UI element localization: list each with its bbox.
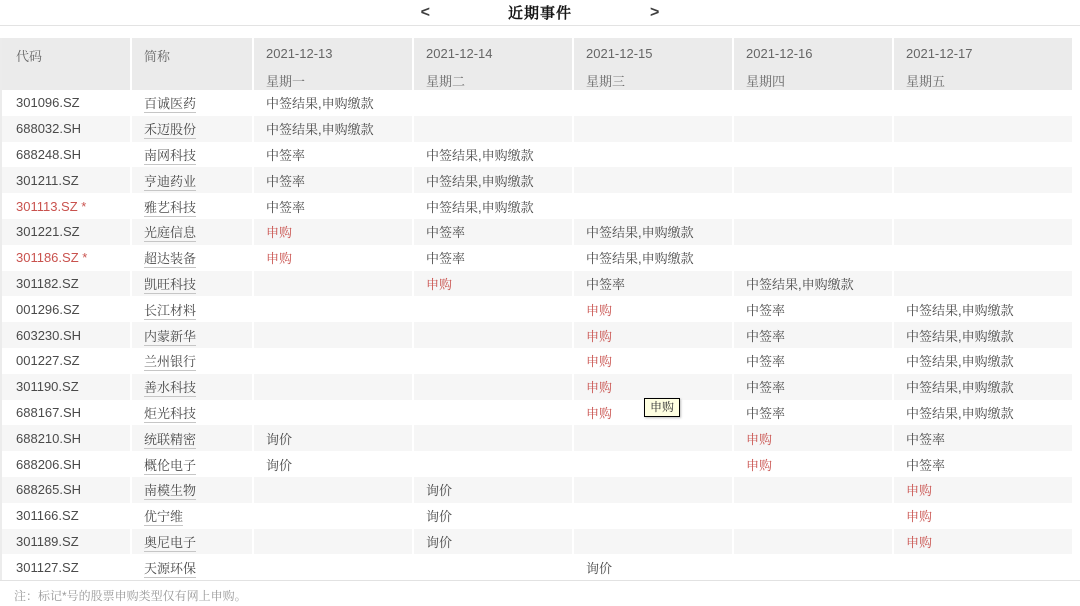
event-cell <box>253 296 413 322</box>
event-cell <box>733 116 893 142</box>
event-label: 中签结果,申购缴款 <box>906 405 1014 421</box>
table-row <box>1 167 1073 193</box>
event-cell <box>733 296 893 322</box>
event-cell <box>413 374 573 400</box>
stock-code: 688167.SH <box>16 404 82 420</box>
event-cell <box>573 554 733 580</box>
stock-code-cell <box>1 322 131 348</box>
event-label: 中签率 <box>906 431 946 447</box>
event-label: 询价 <box>266 457 293 473</box>
stock-code: 301182.SZ <box>16 275 79 291</box>
event-cell <box>573 90 733 116</box>
stock-name-cell <box>131 503 253 529</box>
event-cell <box>733 271 893 297</box>
event-cell <box>413 219 573 245</box>
event-cell <box>253 374 413 400</box>
stock-name-cell <box>131 322 253 348</box>
table-row <box>1 477 1073 503</box>
event-cell <box>253 477 413 503</box>
event-label: 中签结果,申购缴款 <box>906 328 1014 344</box>
stock-name[interactable]: 亨迪药业 <box>144 173 197 189</box>
column-header-name: 简称 <box>131 38 253 90</box>
event-label: 询价 <box>586 560 613 576</box>
event-cell <box>893 322 1073 348</box>
event-cell <box>893 219 1073 245</box>
event-label: 询价 <box>426 534 453 550</box>
event-cell <box>253 529 413 555</box>
column-header-date-4: 2021-12-16 星期四 <box>733 38 893 90</box>
event-cell <box>893 425 1073 451</box>
table-row <box>1 271 1073 297</box>
event-cell <box>573 193 733 219</box>
event-cell <box>253 348 413 374</box>
event-cell <box>573 167 733 193</box>
stock-name-cell <box>131 400 253 426</box>
event-label: 申购 <box>906 534 933 550</box>
stock-name[interactable]: 超达装备 <box>144 251 197 267</box>
event-cell <box>733 142 893 168</box>
event-cell <box>733 477 893 503</box>
event-cell <box>413 322 573 348</box>
stock-name[interactable]: 雅艺科技 <box>144 199 197 215</box>
stock-code: 688206.SH <box>16 456 82 472</box>
event-label: 中签结果,申购缴款 <box>746 276 854 292</box>
stock-name-cell <box>131 529 253 555</box>
stock-code: 301189.SZ <box>16 533 79 549</box>
table-row <box>1 245 1073 271</box>
stock-code-cell <box>1 425 131 451</box>
table-row <box>1 554 1073 580</box>
event-cell <box>413 116 573 142</box>
event-cell <box>413 477 573 503</box>
event-cell <box>253 322 413 348</box>
event-label: 中签率 <box>746 354 786 370</box>
event-cell <box>413 348 573 374</box>
stock-code: 301113.SZ * <box>16 198 87 214</box>
event-cell <box>733 322 893 348</box>
event-label: 中签率 <box>266 147 306 163</box>
stock-name[interactable]: 南模生物 <box>144 483 197 499</box>
event-label: 申购 <box>586 354 613 370</box>
event-cell <box>413 193 573 219</box>
column-header-code: 代码 <box>1 38 131 90</box>
stock-code: 603230.SH <box>16 327 82 343</box>
cursor-tooltip: 申购 <box>644 398 680 417</box>
event-label: 中签结果,申购缴款 <box>586 251 694 267</box>
stock-name[interactable]: 统联精密 <box>144 431 197 447</box>
event-cell <box>733 167 893 193</box>
stock-code: 688032.SH <box>16 121 82 137</box>
page-title: 近期事件 <box>507 5 572 22</box>
stock-name[interactable]: 长江材料 <box>144 302 197 318</box>
stock-code: 001296.SZ <box>16 301 80 317</box>
stock-name[interactable]: 百诚医药 <box>144 96 197 112</box>
stock-name[interactable]: 禾迈股份 <box>144 122 197 138</box>
stock-name-cell <box>131 90 253 116</box>
stock-name-cell <box>131 271 253 297</box>
stock-name[interactable]: 炬光科技 <box>144 405 197 421</box>
stock-name[interactable]: 凯旺科技 <box>144 276 197 292</box>
event-cell <box>413 142 573 168</box>
event-cell <box>413 503 573 529</box>
event-label: 申购 <box>586 302 613 318</box>
event-cell <box>253 219 413 245</box>
event-cell <box>253 193 413 219</box>
event-cell <box>893 529 1073 555</box>
events-table <box>0 38 1074 580</box>
event-cell <box>573 503 733 529</box>
event-label: 中签率 <box>746 380 786 396</box>
stock-code: 301166.SZ <box>16 508 79 524</box>
stock-code: 301096.SZ <box>16 95 80 111</box>
titlebar <box>0 0 1080 26</box>
event-cell <box>733 245 893 271</box>
event-label: 申购 <box>746 431 773 447</box>
event-cell <box>413 167 573 193</box>
event-label: 申购 <box>426 276 453 292</box>
column-header-date-5: 2021-12-17 星期五 <box>893 38 1073 90</box>
event-cell <box>733 219 893 245</box>
event-cell <box>893 271 1073 297</box>
event-cell <box>733 348 893 374</box>
event-label: 申购 <box>586 328 613 344</box>
event-label: 中签率 <box>746 405 786 421</box>
stock-name-cell <box>131 245 253 271</box>
stock-name-cell <box>131 554 253 580</box>
event-cell <box>573 219 733 245</box>
event-label: 中签结果,申购缴款 <box>266 96 374 112</box>
event-cell <box>253 271 413 297</box>
stock-name-cell <box>131 477 253 503</box>
event-cell <box>893 296 1073 322</box>
event-label: 申购 <box>906 509 933 525</box>
event-label: 中签率 <box>266 173 306 189</box>
stock-code-cell <box>1 296 131 322</box>
stock-code-cell <box>1 116 131 142</box>
event-cell <box>573 245 733 271</box>
stock-code: 688265.SH <box>16 482 82 498</box>
event-label: 申购 <box>586 380 613 396</box>
table-row <box>1 529 1073 555</box>
event-cell <box>413 245 573 271</box>
event-label: 中签结果,申购缴款 <box>906 354 1014 370</box>
event-label: 中签率 <box>746 328 786 344</box>
event-cell <box>733 554 893 580</box>
stock-code-cell <box>1 167 131 193</box>
stock-code-cell <box>1 142 131 168</box>
stock-code: 301221.SZ <box>16 224 80 240</box>
table-row <box>1 296 1073 322</box>
event-label: 询价 <box>426 509 453 525</box>
stock-code-cell <box>1 271 131 297</box>
event-label: 询价 <box>426 483 453 499</box>
event-cell <box>733 529 893 555</box>
event-cell <box>253 142 413 168</box>
event-cell <box>253 425 413 451</box>
table-row <box>1 425 1073 451</box>
event-cell <box>413 296 573 322</box>
event-cell <box>253 116 413 142</box>
stock-name[interactable]: 内蒙新华 <box>144 328 197 344</box>
stock-code-cell <box>1 503 131 529</box>
event-cell <box>573 296 733 322</box>
event-cell <box>253 451 413 477</box>
table-row <box>1 116 1073 142</box>
stock-name-cell <box>131 219 253 245</box>
event-cell <box>413 425 573 451</box>
event-cell <box>733 503 893 529</box>
event-cell <box>733 193 893 219</box>
stock-code-cell <box>1 451 131 477</box>
event-cell <box>733 374 893 400</box>
event-cell <box>573 348 733 374</box>
stock-name[interactable]: 天源环保 <box>144 560 197 576</box>
event-cell <box>253 503 413 529</box>
table-row <box>1 374 1073 400</box>
table-row <box>1 142 1073 168</box>
event-cell <box>733 90 893 116</box>
event-cell <box>573 477 733 503</box>
event-cell <box>893 374 1073 400</box>
event-cell <box>413 271 573 297</box>
stock-code-cell <box>1 219 131 245</box>
stock-code-cell <box>1 400 131 426</box>
stock-name-cell <box>131 451 253 477</box>
column-header-date-3: 2021-12-15 星期三 <box>573 38 733 90</box>
stock-name[interactable]: 南网科技 <box>144 147 197 163</box>
stock-name-cell <box>131 142 253 168</box>
stock-name[interactable]: 善水科技 <box>144 380 197 396</box>
stock-name[interactable]: 光庭信息 <box>144 225 197 241</box>
stock-name-cell <box>131 348 253 374</box>
event-label: 中签结果,申购缴款 <box>426 173 534 189</box>
stock-name-cell <box>131 116 253 142</box>
column-header-date-1: 2021-12-13 星期一 <box>253 38 413 90</box>
stock-name[interactable]: 兰州银行 <box>144 354 197 370</box>
stock-code: 688248.SH <box>16 146 82 162</box>
table-row <box>1 219 1073 245</box>
stock-name-cell <box>131 167 253 193</box>
event-cell <box>413 529 573 555</box>
table-row <box>1 322 1073 348</box>
event-cell <box>733 400 893 426</box>
event-label: 中签结果,申购缴款 <box>426 199 534 215</box>
event-cell <box>573 271 733 297</box>
event-cell <box>253 400 413 426</box>
event-cell <box>893 554 1073 580</box>
prev-arrow-button[interactable]: < <box>420 3 430 21</box>
event-label: 中签率 <box>426 225 466 241</box>
stock-name-cell <box>131 296 253 322</box>
stock-code-cell <box>1 477 131 503</box>
stock-code: 301190.SZ <box>16 379 79 395</box>
stock-code: 301211.SZ <box>16 172 79 188</box>
event-label: 申购 <box>586 405 613 421</box>
event-cell <box>573 425 733 451</box>
event-label: 申购 <box>266 251 293 267</box>
stock-code-cell <box>1 529 131 555</box>
event-cell <box>893 348 1073 374</box>
table-row <box>1 400 1073 426</box>
table-row <box>1 90 1073 116</box>
event-cell <box>893 477 1073 503</box>
stock-name-cell <box>131 374 253 400</box>
stock-code: 301127.SZ <box>16 559 79 575</box>
event-cell <box>413 90 573 116</box>
stock-code-cell <box>1 193 131 219</box>
stock-name-cell <box>131 193 253 219</box>
event-cell <box>893 245 1073 271</box>
event-cell <box>413 554 573 580</box>
event-cell <box>573 116 733 142</box>
event-label: 询价 <box>266 431 293 447</box>
stock-code-cell <box>1 90 131 116</box>
stock-code-cell <box>1 245 131 271</box>
event-cell <box>253 554 413 580</box>
event-cell <box>893 193 1073 219</box>
stock-code-cell <box>1 348 131 374</box>
event-cell <box>893 90 1073 116</box>
table-row <box>1 348 1073 374</box>
stock-code: 688210.SH <box>16 430 82 446</box>
event-cell <box>893 400 1073 426</box>
event-cell <box>573 451 733 477</box>
event-cell <box>413 451 573 477</box>
event-label: 中签率 <box>906 457 946 473</box>
event-cell <box>893 116 1073 142</box>
event-cell <box>893 167 1073 193</box>
event-cell <box>573 322 733 348</box>
table-row <box>1 503 1073 529</box>
stock-name[interactable]: 奥尼电子 <box>144 534 197 550</box>
event-label: 中签结果,申购缴款 <box>906 380 1014 396</box>
event-label: 中签结果,申购缴款 <box>586 225 694 241</box>
stock-code: 001227.SZ <box>16 353 80 369</box>
event-cell <box>253 245 413 271</box>
event-cell <box>573 142 733 168</box>
stock-code-cell <box>1 374 131 400</box>
event-label: 中签率 <box>266 199 306 215</box>
event-cell <box>253 167 413 193</box>
event-cell <box>893 503 1073 529</box>
event-cell <box>893 451 1073 477</box>
event-cell <box>573 374 733 400</box>
event-label: 申购 <box>906 483 933 499</box>
event-label: 中签结果,申购缴款 <box>266 122 374 138</box>
table-header <box>1 38 1073 90</box>
stock-name[interactable]: 优宁维 <box>144 509 184 525</box>
event-label: 申购 <box>266 225 293 241</box>
event-cell <box>573 529 733 555</box>
event-label: 中签率 <box>426 251 466 267</box>
event-label: 中签率 <box>586 276 626 292</box>
event-cell <box>413 400 573 426</box>
event-cell <box>253 90 413 116</box>
stock-code: 301186.SZ * <box>16 250 88 266</box>
next-arrow-button[interactable]: > <box>650 3 660 21</box>
event-label: 中签结果,申购缴款 <box>426 147 534 163</box>
event-label: 中签结果,申购缴款 <box>906 302 1014 318</box>
stock-name-cell <box>131 425 253 451</box>
event-cell <box>733 425 893 451</box>
table-body <box>1 90 1073 580</box>
table-row <box>1 451 1073 477</box>
stock-name[interactable]: 概伦电子 <box>144 457 197 473</box>
column-header-date-2: 2021-12-14 星期二 <box>413 38 573 90</box>
event-label: 申购 <box>746 457 773 473</box>
event-cell <box>733 451 893 477</box>
event-cell <box>893 142 1073 168</box>
table-row <box>1 193 1073 219</box>
event-label: 中签率 <box>746 302 786 318</box>
footer-note: 注：标记*号的股票申购类型仅有网上申购。 <box>0 580 1080 604</box>
stock-code-cell <box>1 554 131 580</box>
